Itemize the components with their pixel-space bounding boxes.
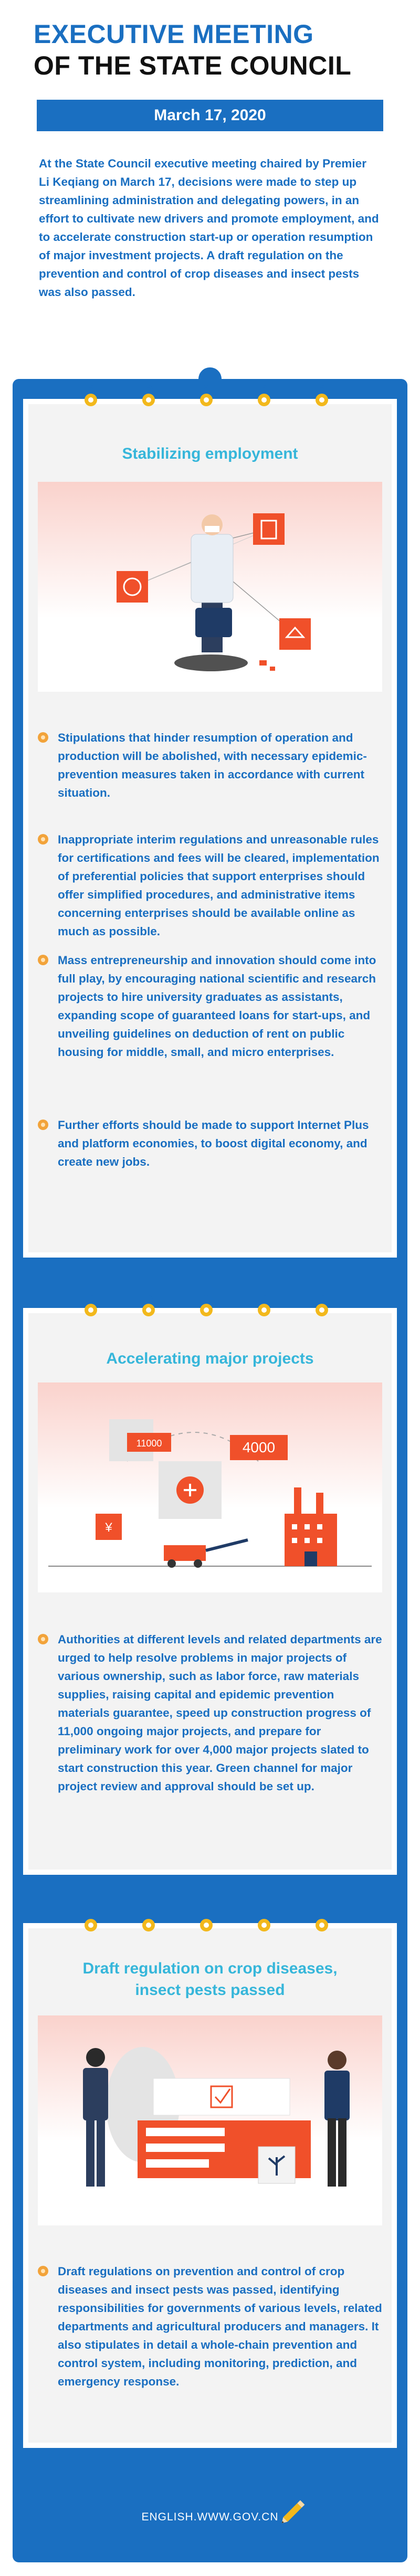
binder-ring-icon	[142, 1295, 155, 1316]
list-item	[38, 729, 379, 799]
section-title-employment: Stabilizing employment	[122, 445, 298, 462]
binder-ring-icon	[315, 1910, 329, 1931]
binder-ring-icon	[200, 385, 213, 406]
page-title-line2: OF THE STATE COUNCIL	[34, 51, 352, 80]
bullet-text: Authorities at different levels and related departments are urged to help resolve problems in major projects of various ownership, such as labor force, raw materials supplies, raising capital and epidemic prevention materials guarantee, speed up construction progress of 11,000 ongoing major projects, and prepare for preliminary work for over 4,000 major projects slated to start construction this year. Green channel for major project review and approval should be set up.	[58, 1633, 382, 1793]
binder-ring-icon	[257, 1295, 271, 1316]
frame-notch	[198, 367, 222, 379]
bullet-dot-icon	[38, 732, 48, 743]
binder-ring-icon	[315, 1295, 329, 1316]
illustration-crops	[38, 2015, 382, 2225]
bullet-text: Mass entrepreneurship and innovation should come into full play, by encouraging national scientific and research projects to hire university graduates as assistants, expanding scope of guaranteed loans for start-ups, and unveiling guidelines on deduction of rent on public housing for middle, small, and micro enterprises.	[58, 954, 376, 1059]
binder-ring-icon	[84, 1295, 98, 1316]
bullet-text: Stipulations that hinder resumption of operation and production will be abolished, with necessary epidemic-prevention measures taken in accordance with current situation.	[58, 731, 367, 799]
list-item	[38, 951, 379, 1067]
currency-label: ¥	[105, 1521, 112, 1535]
section-title-projects: Accelerating major projects	[106, 1350, 314, 1367]
bullet-dot-icon	[38, 2266, 48, 2276]
intro-paragraph: At the State Council executive meeting chaired by Premier Li Keqiang on March 17, decisions were made to step up streamlining administration and delegating powers, in an effort to cultivate new drivers and promote employment, and to accelerate construction start-up or operation resumption of major investment projects. A draft regulation on the prevention and control of crop diseases and insect pests was also passed.	[39, 157, 379, 299]
bullet-text: Inappropriate interim regulations and unreasonable rules for certifications and fees will be cleared, implementation of preferential policies that support enterprises should offer simplified procedures, and administrative items concerning enterprises should be available online as much as possible.	[58, 833, 380, 938]
binder-ring-icon	[257, 385, 271, 406]
binder-ring-icon	[200, 1295, 213, 1316]
section-title-crops-line1: Draft regulation on crop diseases,	[82, 1960, 338, 1977]
bullet-dot-icon	[38, 1120, 48, 1130]
binder-ring-icon	[142, 1910, 155, 1931]
bullet-text: Further efforts should be made to support Internet Plus and platform economies, to boost digital economy, and create new jobs.	[58, 1118, 369, 1168]
date-banner: March 17, 2020	[37, 100, 383, 131]
list-item	[38, 1630, 382, 1798]
section-title-crops-line2: insect pests passed	[135, 1981, 285, 1999]
page-title-line1: EXECUTIVE MEETING	[34, 19, 314, 49]
binder-ring-icon	[200, 1910, 213, 1931]
bullet-text: Draft regulations on prevention and control of crop diseases and insect pests was passed, identifying responsibilities for governments of various levels, related departments and agricultural producers and managers. It also stipulates in detail a whole-chain prevention and control system, including monitoring, prediction, and emergency response.	[58, 2265, 382, 2388]
doctor-illustration	[38, 482, 382, 692]
binder-ring-icon	[315, 385, 329, 406]
illustration-projects	[38, 1382, 382, 1592]
amount-label-left: 11000	[136, 1438, 162, 1449]
bullet-dot-icon	[38, 955, 48, 965]
binder-ring-icon	[84, 1910, 98, 1931]
binder-ring-icon	[84, 385, 98, 406]
list-item	[38, 830, 380, 938]
binder-ring-icon	[257, 1910, 271, 1931]
footer-source: ENGLISH.WWW.GOV.CN	[141, 2511, 279, 2523]
binder-ring-icon	[142, 385, 155, 406]
amount-label-right: 4000	[242, 1439, 276, 1455]
pencil-icon	[279, 2494, 311, 2526]
bullet-dot-icon	[38, 1634, 48, 1644]
list-item	[38, 1116, 379, 1174]
construction-illustration	[38, 1382, 382, 1592]
list-item	[38, 2262, 382, 2388]
bullet-dot-icon	[38, 834, 48, 844]
meeting-illustration	[38, 2015, 382, 2225]
illustration-employment	[38, 482, 382, 692]
